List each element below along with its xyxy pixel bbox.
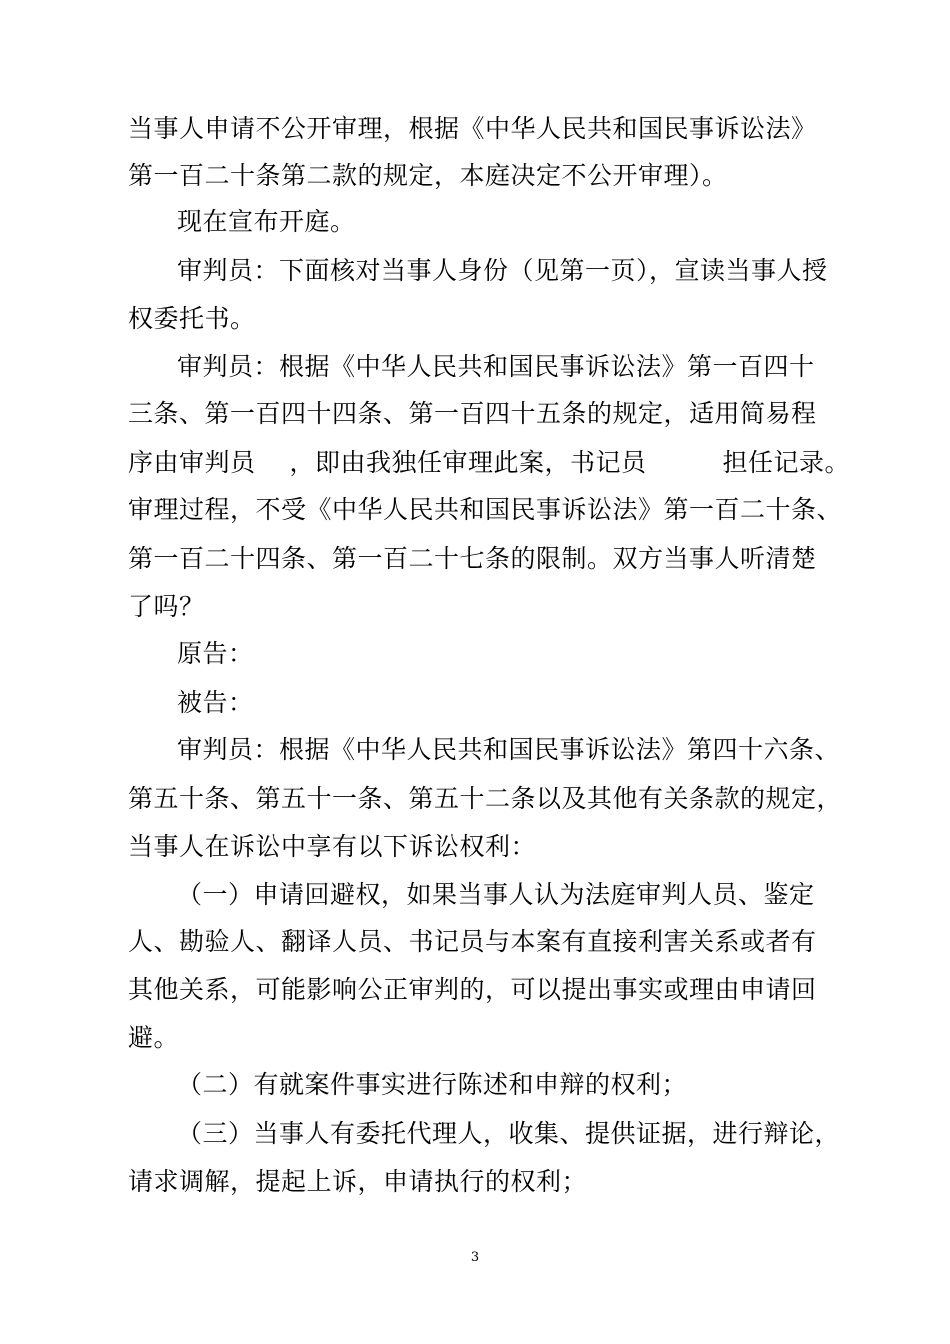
text-line: 审判员：下面核对当事人身份（见第一页），宣读当事人授 [177,256,828,285]
text-line: 原告： [177,639,254,668]
text-line: 权委托书。 [128,304,256,333]
text-line: （三）当事人有委托代理人，收集、提供证据，进行辩论， [177,1119,841,1148]
text-fragment: 担任记录。 [722,448,851,477]
text-line: 现在宣布开庭。 [177,207,356,236]
text-line: （一）申请回避权，如果当事人认为法庭审判人员、鉴定 [177,880,815,909]
text-line: 审判员：根据《中华人民共和国民事诉讼法》第一百四十 [177,352,815,381]
text-line: 其他关系，可能影响公正审判的，可以提出事实或理由申请回 [128,975,817,1004]
text-line: 第一百二十四条、第一百二十七条的限制。双方当事人听清楚 [128,544,817,573]
text-line: 请求调解，提起上诉，申请执行的权利； [128,1167,588,1196]
text-line: 被告： [177,688,254,717]
text-line: 当事人在诉讼中享有以下诉讼权利： [128,832,537,861]
text-line: （二）有就案件事实进行陈述和申辩的权利； [177,1070,688,1099]
text-line: 三条、第一百四十四条、第一百四十五条的规定，适用简易程 [128,399,817,428]
text-line: 了吗？ [128,592,205,621]
text-line: 避。 [128,1023,180,1052]
text-line: 人、勘验人、翻译人员、书记员与本案有直接利害关系或者有 [128,927,817,956]
page-number: 3 [470,1250,480,1265]
text-line: 审理过程，不受《中华人民共和国民事诉讼法》第一百二十条、 [128,495,843,524]
text-line [128,446,850,480]
text-fragment: 序由审判员 [128,448,256,477]
text-line: 审判员：根据《中华人民共和国民事诉讼法》第四十六条、 [177,735,841,764]
text-line: 第五十条、第五十一条、第五十二条以及其他有关条款的规定， [128,784,843,813]
text-line: 当事人申请不公开审理，根据《中华人民共和国民事诉讼法》 [128,114,817,143]
text-line: 第一百二十条第二款的规定，本庭决定不公开审理）。 [128,161,728,190]
text-fragment: ，即由我独任审理此案，书记员 [289,448,647,477]
